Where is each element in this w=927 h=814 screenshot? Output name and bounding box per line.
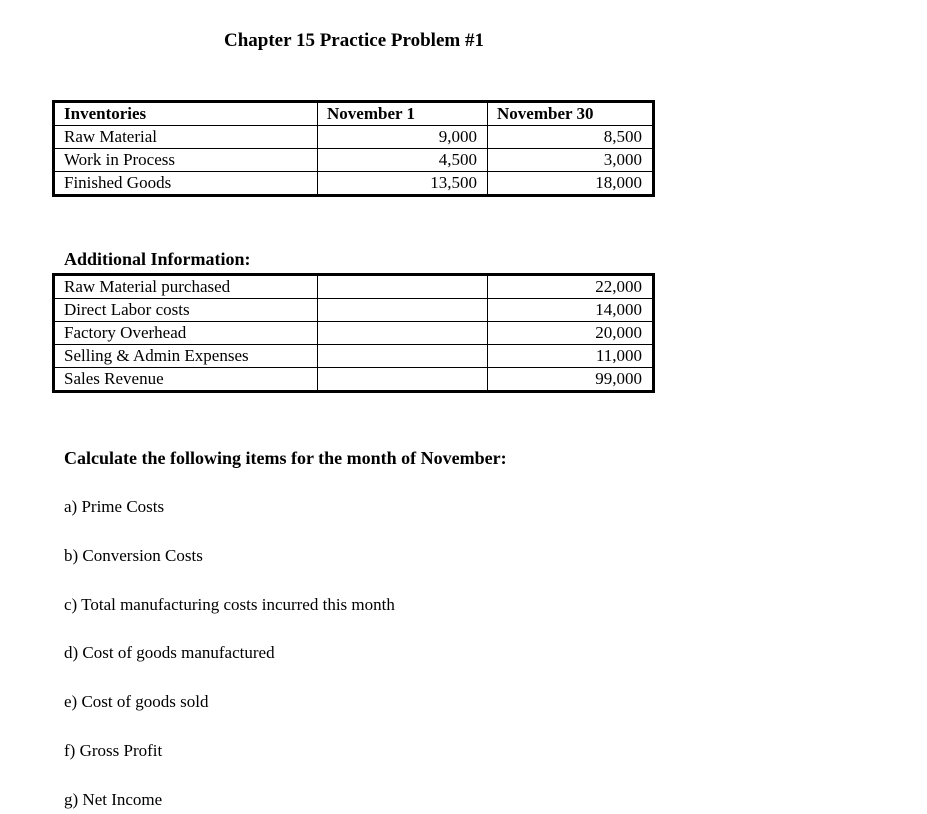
empty-cell <box>318 275 488 299</box>
november-30-header: November 30 <box>488 102 654 126</box>
inventories-header: Inventories <box>54 102 318 126</box>
row-label: Selling & Admin Expenses <box>54 345 318 368</box>
row-value: 11,000 <box>488 345 654 368</box>
inventories-table <box>52 100 655 197</box>
page-title: Chapter 15 Practice Problem #1 <box>224 30 484 51</box>
table-row <box>54 126 654 149</box>
question-prime-costs: a) Prime Costs <box>64 497 165 516</box>
row-label: Raw Material purchased <box>54 275 318 299</box>
november-1-value: 13,500 <box>318 172 488 196</box>
november-1-header: November 1 <box>318 102 488 126</box>
empty-cell <box>318 345 488 368</box>
row-label: Sales Revenue <box>54 368 318 392</box>
november-30-value: 8,500 <box>488 126 654 149</box>
row-value: 22,000 <box>488 275 654 299</box>
table-row <box>54 275 654 299</box>
table-row <box>54 149 654 172</box>
table-row <box>54 299 654 322</box>
row-label: Factory Overhead <box>54 322 318 345</box>
calculate-heading: Calculate the following items for the month of November: <box>64 448 507 468</box>
additional-information-table <box>52 273 655 393</box>
november-1-value: 9,000 <box>318 126 488 149</box>
empty-cell <box>318 322 488 345</box>
question-cost-of-goods-sold: e) Cost of goods sold <box>64 692 209 711</box>
november-1-value: 4,500 <box>318 149 488 172</box>
row-value: 20,000 <box>488 322 654 345</box>
row-label: Finished Goods <box>54 172 318 196</box>
table-row <box>54 368 654 392</box>
table-row <box>54 345 654 368</box>
inventories-header-row <box>54 102 654 126</box>
question-conversion-costs: b) Conversion Costs <box>64 546 203 565</box>
empty-cell <box>318 368 488 392</box>
row-label: Raw Material <box>54 126 318 149</box>
additional-information-heading: Additional Information: <box>64 249 251 269</box>
table-row <box>54 172 654 196</box>
row-label: Direct Labor costs <box>54 299 318 322</box>
row-label: Work in Process <box>54 149 318 172</box>
question-cost-of-goods-manufactured: d) Cost of goods manufactured <box>64 643 275 662</box>
november-30-value: 3,000 <box>488 149 654 172</box>
table-row <box>54 322 654 345</box>
question-gross-profit: f) Gross Profit <box>64 741 163 760</box>
empty-cell <box>318 299 488 322</box>
november-30-value: 18,000 <box>488 172 654 196</box>
question-total-manufacturing-costs: c) Total manufacturing costs incurred this month <box>64 595 395 614</box>
row-value: 99,000 <box>488 368 654 392</box>
row-value: 14,000 <box>488 299 654 322</box>
question-net-income: g) Net Income <box>64 790 163 809</box>
